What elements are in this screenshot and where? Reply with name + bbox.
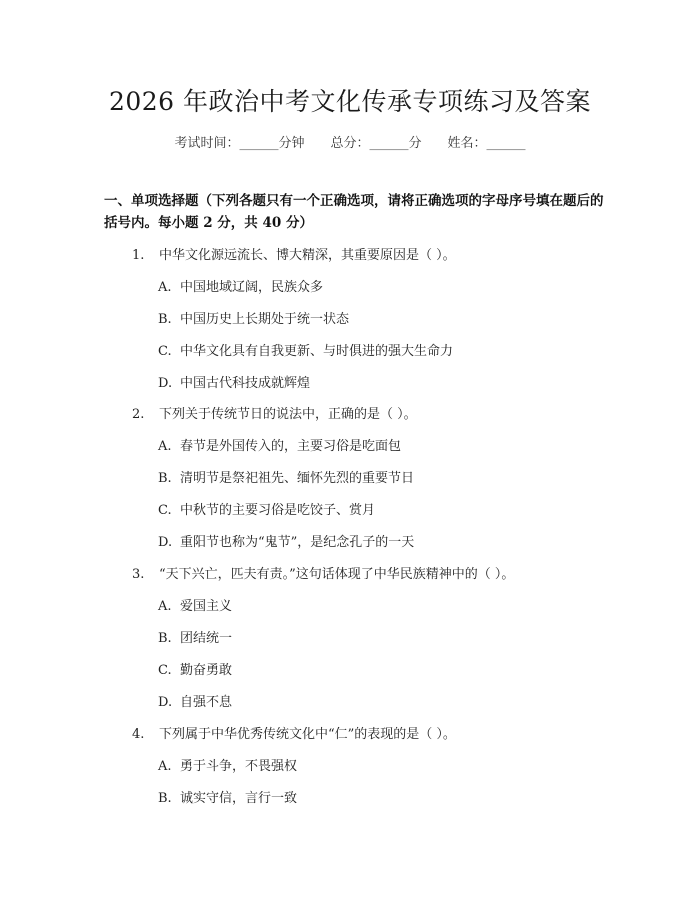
question-3-option-c	[158, 659, 232, 678]
option-letter: A.	[158, 599, 172, 614]
option-text: 中国古代科技成就辉煌	[180, 376, 311, 391]
question-4-option-b	[158, 787, 297, 806]
question-3-option-b	[158, 627, 232, 646]
option-text: 中国历史上长期处于统一状态	[180, 312, 350, 327]
option-letter: C.	[158, 344, 172, 359]
question-4-option-a	[158, 755, 297, 774]
question-1	[132, 244, 456, 263]
question-3-option-a	[158, 595, 232, 614]
question-4	[132, 723, 456, 742]
question-1-option-c	[158, 340, 453, 359]
option-text: 诚实守信，言行一致	[180, 791, 298, 806]
question-number: 4.	[132, 727, 145, 742]
option-text: 自强不息	[180, 695, 233, 710]
question-3-option-d	[158, 691, 232, 710]
option-text: 中秋节的主要习俗是吃饺子、赏月	[180, 503, 376, 518]
question-number: 1.	[132, 248, 145, 263]
question-1-option-b	[158, 308, 349, 327]
total-score-field: 总分：______分	[330, 136, 422, 151]
section-heading: 一、单项选择题（下列各题只有一个正确选项，请将正确选项的字母序号填在题后的括号内。每小题 2 分，共 40 分）	[104, 193, 604, 231]
question-number: 2.	[132, 407, 145, 422]
question-1-option-a	[158, 276, 323, 295]
option-text: 清明节是祭祀祖先、缅怀先烈的重要节日	[180, 471, 415, 486]
option-letter: A.	[158, 280, 172, 295]
option-text: 春节是外国传入的，主要习俗是吃面包	[180, 439, 402, 454]
question-text: 中华文化源远流长、博大精深，其重要原因是（ ）。	[159, 248, 456, 263]
page-title: 2026 年政治中考文化传承专项练习及答案	[108, 87, 592, 116]
option-letter: C.	[158, 663, 172, 678]
option-text: 中国地域辽阔，民族众多	[180, 280, 324, 295]
question-2-option-c	[158, 499, 375, 518]
option-text: 勇于斗争，不畏强权	[180, 759, 298, 774]
option-letter: B.	[158, 312, 172, 327]
exam-time-field: 考试时间：______分钟	[174, 136, 305, 151]
option-letter: D.	[158, 376, 173, 391]
student-name-field: 姓名：______	[447, 136, 526, 151]
question-text: 下列关于传统节日的说法中，正确的是（ ）。	[159, 407, 417, 422]
question-number: 3.	[132, 567, 145, 582]
option-text: 中华文化具有自我更新、与时俱进的强大生命力	[180, 344, 454, 359]
exam-meta	[0, 132, 700, 151]
option-text: 爱国主义	[180, 599, 233, 614]
option-letter: B.	[158, 631, 172, 646]
question-text: “天下兴亡，匹夫有责。”这句话体现了中华民族精神中的（ ）。	[159, 567, 515, 582]
question-2-option-a	[158, 435, 401, 454]
question-text: 下列属于中华优秀传统文化中“仁”的表现的是（ ）。	[159, 727, 456, 742]
option-letter: D.	[158, 535, 173, 550]
option-text: 重阳节也称为“鬼节”，是纪念孔子的一天	[180, 535, 415, 550]
option-letter: B.	[158, 471, 172, 486]
option-letter: A.	[158, 759, 172, 774]
question-3	[132, 563, 514, 582]
question-2-option-d	[158, 531, 414, 550]
question-2-option-b	[158, 467, 414, 486]
option-letter: C.	[158, 503, 172, 518]
question-2	[132, 403, 417, 422]
option-text: 勤奋勇敢	[180, 663, 233, 678]
option-letter: B.	[158, 791, 172, 806]
option-text: 团结统一	[180, 631, 233, 646]
question-1-option-d	[158, 372, 310, 391]
option-letter: D.	[158, 695, 173, 710]
option-letter: A.	[158, 439, 172, 454]
